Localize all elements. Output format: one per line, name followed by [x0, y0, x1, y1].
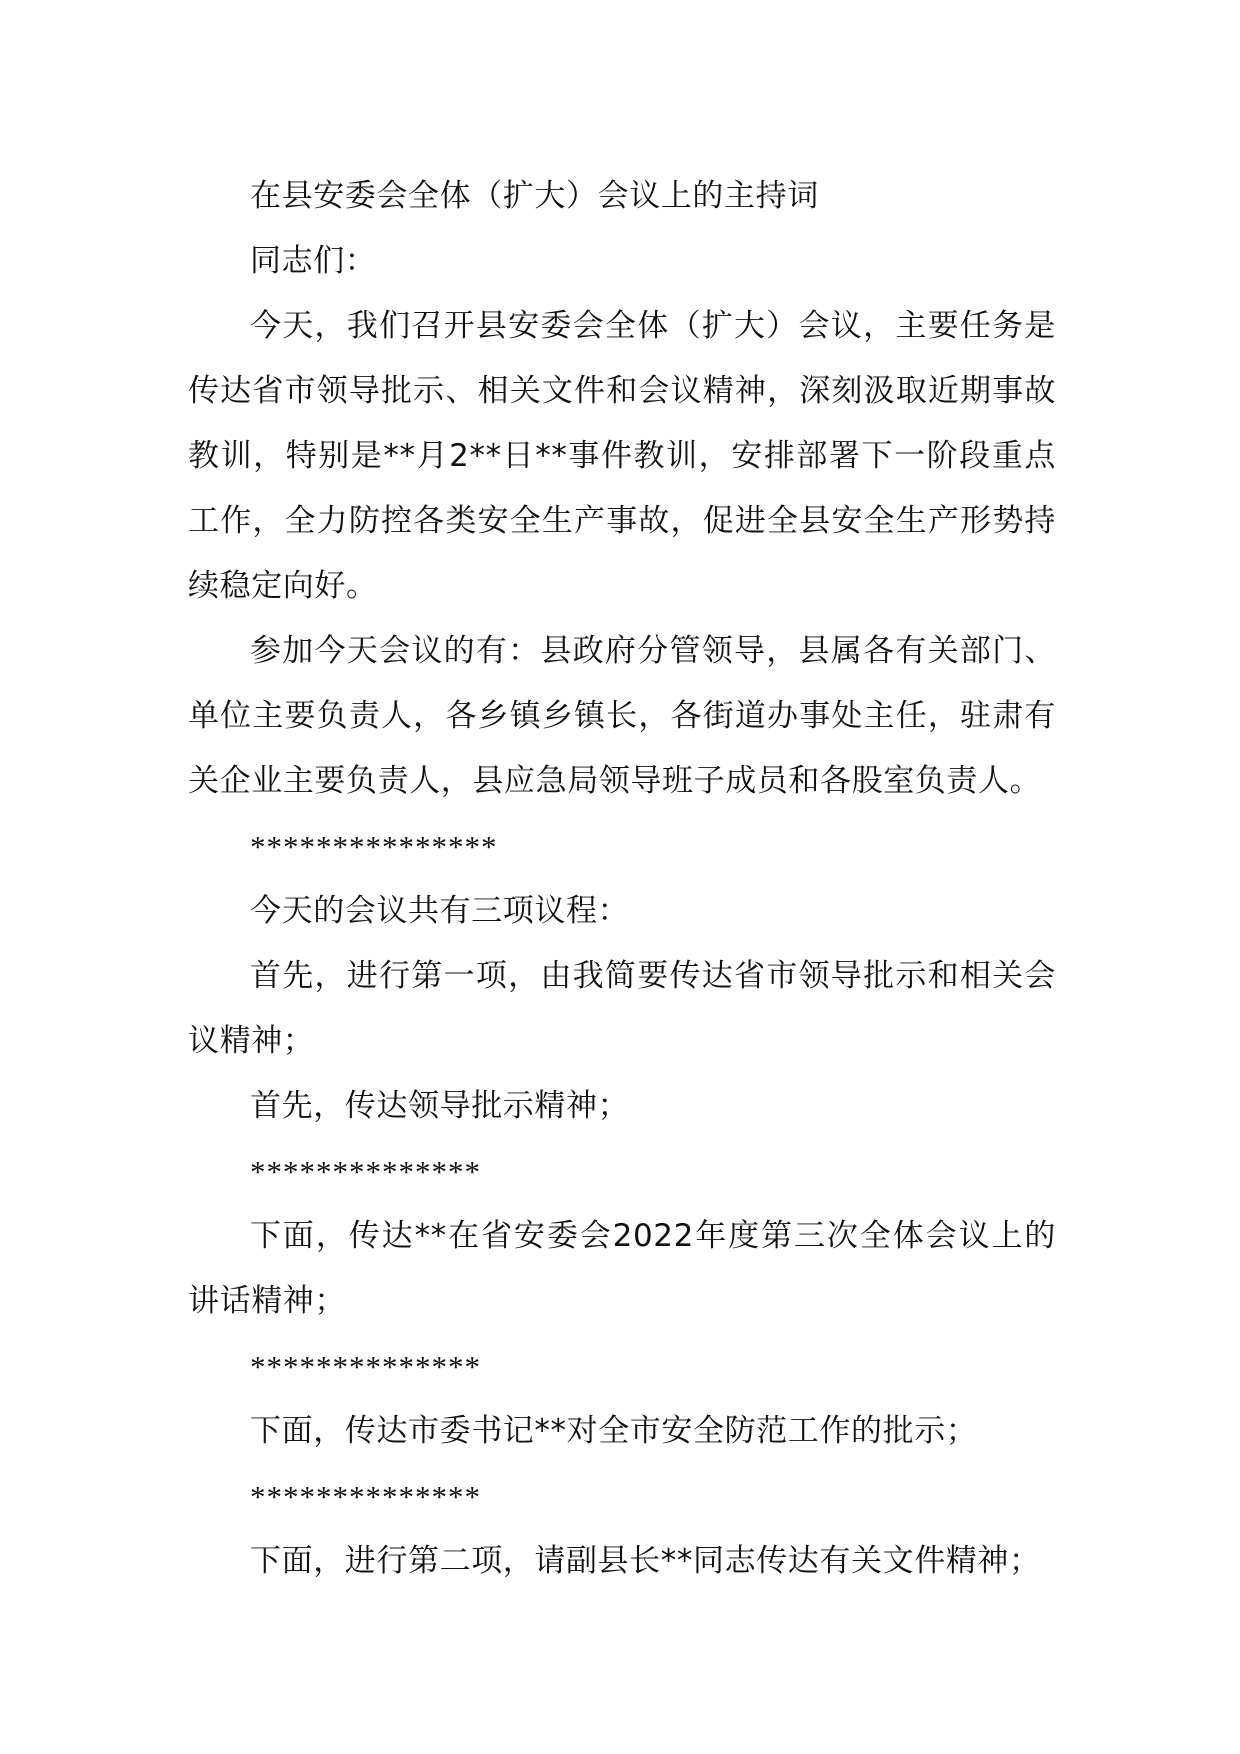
- document-body: [188, 164, 1056, 1594]
- paragraph-agenda-intro: 今天的会议共有三项议程：: [250, 893, 630, 929]
- paragraph-secretary-instruction: 下面，传达市委书记**对全市安全防范工作的批示；: [250, 1413, 978, 1449]
- redacted-line: **************: [250, 1479, 481, 1514]
- paragraph-speech: 下面，传达**在省安委会2022年度第三次全体会议上的讲话精神；: [188, 1218, 1056, 1319]
- redacted-line: **************: [250, 1154, 481, 1189]
- paragraph-instructions: 首先，传达领导批示精神；: [250, 1088, 630, 1124]
- document-title: 在县安委会全体（扩大）会议上的主持词: [250, 178, 819, 214]
- paragraph-opening: 今天，我们召开县安委会全体（扩大）会议，主要任务是传达省市领导批示、相关文件和会议精神，深刻汲取近期事故教训，特别是**月2**日**事件教训，安排部署下一阶段重点工作，全力防控各类安全生产事故，促进全县安全生产形势持续稳定向好。: [188, 308, 1056, 604]
- paragraph-agenda-item-2: 下面，进行第二项，请副县长**同志传达有关文件精神；: [250, 1543, 1041, 1579]
- salutation: 同志们：: [250, 243, 377, 279]
- redacted-line: ***************: [250, 829, 498, 864]
- redacted-line: **************: [250, 1349, 481, 1384]
- paragraph-agenda-item-1: 首先，进行第一项，由我简要传达省市领导批示和相关会议精神；: [188, 958, 1056, 1059]
- paragraph-attendees: 参加今天会议的有：县政府分管领导，县属各有关部门、单位主要负责人，各乡镇乡镇长，各街道办事处主任，驻肃有关企业主要负责人，县应急局领导班子成员和各股室负责人。: [188, 633, 1056, 799]
